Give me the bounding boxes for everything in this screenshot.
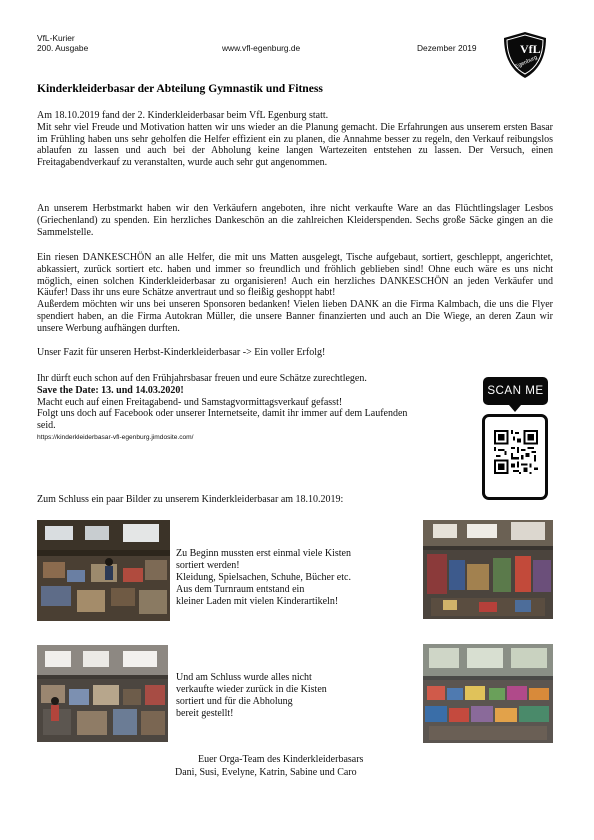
next-basar-block bbox=[37, 373, 442, 444]
pictures-intro: Zum Schluss ein paar Bilder zu unserem Kinderkleiderbasar am 18.10.2019: bbox=[37, 494, 344, 505]
caption-line: verkaufte wieder zurück in die Kisten bbox=[176, 684, 327, 695]
caption-line: kleiner Laden mit vielen Kinderartikeln! bbox=[176, 596, 339, 607]
caption-repacking bbox=[176, 672, 327, 720]
caption-line: sortiert und für die Abholung bbox=[176, 696, 293, 707]
article-title: Kinderkleiderbasar der Abteilung Gymnastik und Fitness bbox=[37, 82, 323, 95]
follow-us-text: Folgt uns doch auf Facebook oder unserer Internetseite, damit ihr immer auf dem Laufenden seid. bbox=[37, 408, 408, 432]
club-logo-icon bbox=[500, 30, 550, 80]
caption-line: Und am Schluss wurde alles nicht bbox=[176, 672, 312, 683]
donation-paragraph: An unserem Herbstmarkt haben wir den Verkäufern angeboten, ihre nicht verkaufte Ware an das Flüchtlingslager Lesbos (Griechenland) zu spenden. Ein herzliches Dankeschön an die zahlreichen Kleiderspenden. Sechs große Säcke gingen an die Sammelstelle. bbox=[37, 203, 553, 238]
signature-team: Euer Orga-Team des Kinderkleiderbasars bbox=[198, 754, 364, 765]
signature-names: Dani, Susi, Evelyne, Katrin, Sabine und Caro bbox=[175, 767, 357, 778]
scan-me-label: SCAN ME bbox=[483, 377, 548, 405]
caption-line: Kleidung, Spielsachen, Schuhe, Bücher etc. bbox=[176, 572, 351, 583]
thanks-helpers-text: Ein riesen DANKESCHÖN an alle Helfer, die mit uns Matten ausgelegt, Tische aufgebaut, sortiert, geschleppt, angerichtet, abkassiert, zurück sortiert etc. haben und immer so freundlich und fröhlich geblieben sind! Ohne euch wäre es uns nicht möglich, einen solchen Kinderkleiderbasar zu organisieren! Auch ein herzliches DANKESCHÖN an jeden Verkäufer und Käufer! Dass ihr uns eure Schätze anvertraut und so fleißig geshoppt habt! bbox=[37, 252, 553, 299]
photo-sorting-boxes bbox=[37, 520, 170, 621]
caption-line: sortiert werden! bbox=[176, 560, 240, 571]
website-link[interactable]: www.vfl-egenburg.de bbox=[222, 43, 301, 53]
issue-date: Dezember 2019 bbox=[417, 43, 477, 53]
sale-times-text: Macht euch auf einen Freitagabend- und Samstagvormittagsverkauf gefasst! bbox=[37, 396, 343, 408]
issue-number: 200. Ausgabe bbox=[37, 43, 89, 53]
thanks-paragraph bbox=[37, 252, 553, 335]
caption-line: Zu Beginn mussten erst einmal viele Kisten bbox=[176, 548, 351, 559]
save-the-date: Save the Date: 13. und 14.03.2020! bbox=[37, 384, 184, 396]
svg-text:VfL: VfL bbox=[520, 42, 541, 56]
svg-text:Egenburg: Egenburg bbox=[514, 54, 539, 71]
intro-paragraph bbox=[37, 110, 553, 169]
qr-code-icon[interactable] bbox=[494, 430, 538, 474]
scan-me-pointer bbox=[509, 405, 521, 412]
caption-line: bereit gestellt! bbox=[176, 708, 234, 719]
photo-repacking bbox=[37, 645, 168, 742]
intro-line: Am 18.10.2019 fand der 2. Kinderkleiderbasar beim VfL Egenburg statt. bbox=[37, 110, 329, 121]
conclusion-text: Unser Fazit für unseren Herbst-Kinderkleiderbasar -> Ein voller Erfolg! bbox=[37, 347, 326, 358]
photo-pickup-ready bbox=[423, 644, 553, 743]
photo-shop-room bbox=[423, 520, 553, 619]
caption-line: Aus dem Turnraum entstand ein bbox=[176, 584, 305, 595]
publication-name: VfL-Kurier bbox=[37, 33, 75, 43]
thanks-sponsors-text: Außerdem möchten wir uns bei unseren Sponsoren bedanken! Vielen lieben DANK an die Firma Kalmbach, die uns die Flyer spendiert haben, an die Firma Autokran Müller, die unsere Banner finanzierten und auch an Die Wiege, an deren Zaun wir unsere Werbung aufhängen durften. bbox=[37, 299, 553, 334]
caption-sorting bbox=[176, 548, 351, 608]
next-basar-text: Ihr dürft euch schon auf den Frühjahrsbasar freuen und eure Schätze zurechtlegen. bbox=[37, 373, 367, 384]
basar-website-link[interactable]: https://kinderkleiderbasar-vfl-egenburg.jimdosite.com/ bbox=[37, 433, 194, 441]
intro-text: Mit sehr viel Freude und Motivation hatten wir uns wieder an die Planung gemacht. Die Erfahrungen aus unserem ersten Basar im Frühling haben uns sehr geholfen die Helfer effizient ein zu planen, die Annahme besser zu regeln, den Verkauf reibungslos ablaufen zu lassen und auch bei der Abholung keine langen Wartezeiten entstehen zu lassen. Der Versuch, einen Freitagabendverkauf zu veranstalten, wurde auch sehr gut angenommen. bbox=[37, 121, 553, 169]
